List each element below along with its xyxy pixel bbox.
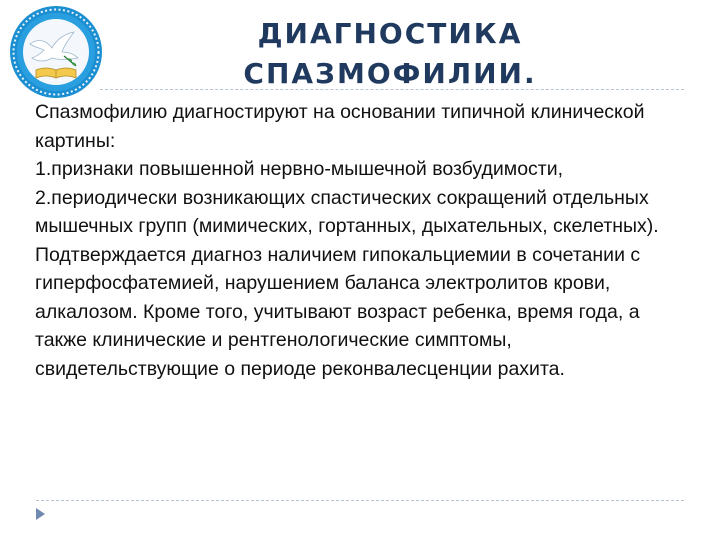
slide-title-line-2 — [190, 54, 590, 94]
emblem-logo-icon — [8, 4, 104, 100]
slide-title — [190, 14, 590, 94]
slide-body — [35, 98, 685, 383]
body-paragraph-intro: Спазмофилию диагностируют на основании типичной клинической картины: — [35, 101, 645, 152]
slide-title-line-2-text: СПАЗМОФИЛИИ — [243, 57, 524, 90]
top-divider — [100, 89, 684, 90]
slide-title-period: . — [523, 57, 537, 90]
body-paragraph-point-2: 2.периодически возникающих спастических сокращений отдельных мышечных групп (мимических, гортанных, дыхательных, скелетных). — [35, 186, 659, 237]
slide-title-line-1: ДИАГНОСТИКА — [257, 17, 523, 50]
body-paragraph-confirmation: Подтверждается диагноз наличием гипокальциемии в сочетании с гиперфосфатемией, нарушением баланса электролитов крови, алкалозом. Кроме того, учитывают возраст ребенка, время года, а также клинические и рентгенологические симптомы, свидетельствующие о периоде реконвалесценции рахита. — [35, 243, 641, 380]
body-paragraph-point-1: 1.признаки повышенной нервно-мышечной возбудимости, — [35, 158, 564, 180]
bottom-divider — [36, 500, 684, 501]
triangle-bullet-icon — [36, 508, 45, 520]
